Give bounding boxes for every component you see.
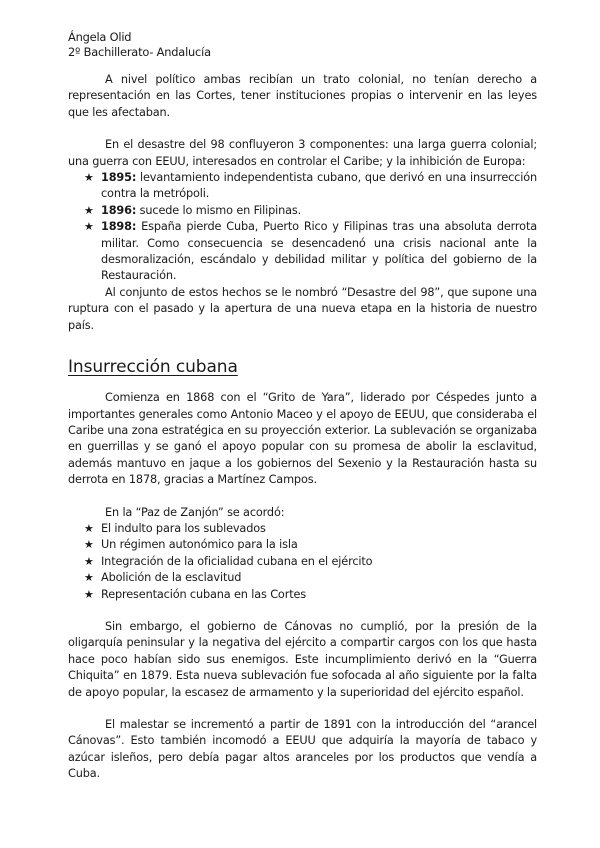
list-item-text: levantamiento independentista cubano, que derivó en una insurrección contra la metrópoli.	[101, 171, 537, 201]
star-bullet-icon: ★	[84, 220, 94, 234]
star-bullet-icon: ★	[84, 171, 94, 185]
list-item-text: Abolición de la esclavitud	[101, 571, 242, 585]
list-item-text: Un régimen autonómico para la isla	[101, 538, 298, 552]
star-bullet-icon: ★	[84, 521, 94, 535]
intro-paragraph: A nivel político ambas recibían un trato colonial, no tenían derecho a representación en las Cortes, tener instituciones propias o intervenir en las leyes que les afectaban.	[68, 73, 537, 119]
course-label: 2º Bachillerato- Andalucía	[68, 45, 211, 59]
section-title-insurreccion-cubana: Insurrección cubana	[68, 357, 238, 378]
zanjon-list	[68, 521, 537, 603]
list-item	[68, 521, 537, 537]
disaster-list	[68, 170, 537, 285]
list-item-text: El indulto para los sublevados	[101, 521, 266, 535]
list-item	[68, 570, 537, 586]
list-item-text: Integración de la oficialidad cubana en el ejército	[101, 554, 373, 568]
list-item	[68, 554, 537, 570]
list-item-year: 1895:	[101, 171, 137, 185]
list-item	[68, 219, 537, 285]
list-item	[68, 203, 537, 219]
list-item-year: 1896:	[101, 203, 137, 217]
star-bullet-icon: ★	[84, 554, 94, 568]
author-name: Ángela Olid	[68, 30, 132, 44]
star-bullet-icon: ★	[84, 587, 94, 601]
cuba-paragraph-1: Comienza en 1868 con el “Grito de Yara”, liderado por Céspedes junto a importantes generales como Antonio Maceo y el apoyo de EEUU, que consideraba el Caribe una zona estratégica en su proyección exterior. La sublevación se organizaba en guerrillas y se ganó el apoyo popular con su promesa de abolir la esclavitud, además mantuvo en jaque a los gobiernos del Sexenio y la Restauración hasta su derrota en 1878, gracias a Martínez Campos.	[68, 391, 537, 487]
list-item-text: Representación cubana en las Cortes	[101, 587, 307, 601]
list-item	[68, 170, 537, 203]
cuba-paragraph-2: Sin embargo, el gobierno de Cánovas no cumplió, por la presión de la oligarquía peninsular y la negativa del ejército a compartir cargos con los que hasta hace poco habían sido sus enemigos. Este incumplimiento derivó en la “Guerra Chiquita” en 1879. Esta nueva sublevación fue sofocada al año siguiente por la falta de apoyo popular, la escasez de armamento y la superioridad del ejército español.	[68, 619, 537, 699]
list-item-year: 1898:	[101, 220, 137, 234]
star-bullet-icon: ★	[84, 538, 94, 552]
zanjon-lead-paragraph: En la “Paz de Zanjón” se acordó:	[105, 505, 285, 519]
disaster-conclusion-paragraph: Al conjunto de estos hechos se le nombró “Desastre del 98”, que supone una ruptura con el pasado y la apertura de una nueva etapa en la historia de nuestro país.	[68, 285, 537, 332]
disaster-lead-paragraph: En el desastre del 98 confluyeron 3 componentes: una larga guerra colonial; una guerra con EEUU, interesados en controlar el Caribe; y la inhibición de Europa:	[68, 138, 537, 168]
star-bullet-icon: ★	[84, 571, 94, 585]
list-item-text: sucede lo mismo en Filipinas.	[136, 203, 302, 217]
document-body	[68, 72, 537, 783]
cuba-paragraph-3: El malestar se incrementó a partir de 1891 con la introducción del “arancel Cánovas”. Esto también incomodó a EEUU que adquiría la mayoría de tabaco y azúcar isleños, pero debía pagar altos aranceles por los productos que vendía a Cuba.	[68, 718, 537, 781]
list-item-text: España pierde Cuba, Puerto Rico y Filipinas tras una absoluta derrota militar. Como consecuencia se desencadenó una crisis nacional ante la desmoralización, escándalo y debilidad militar y política del gobierno de la Restauración.	[101, 220, 537, 283]
document-header	[68, 30, 211, 60]
list-item	[68, 587, 537, 603]
list-item	[68, 537, 537, 553]
star-bullet-icon: ★	[84, 203, 94, 217]
